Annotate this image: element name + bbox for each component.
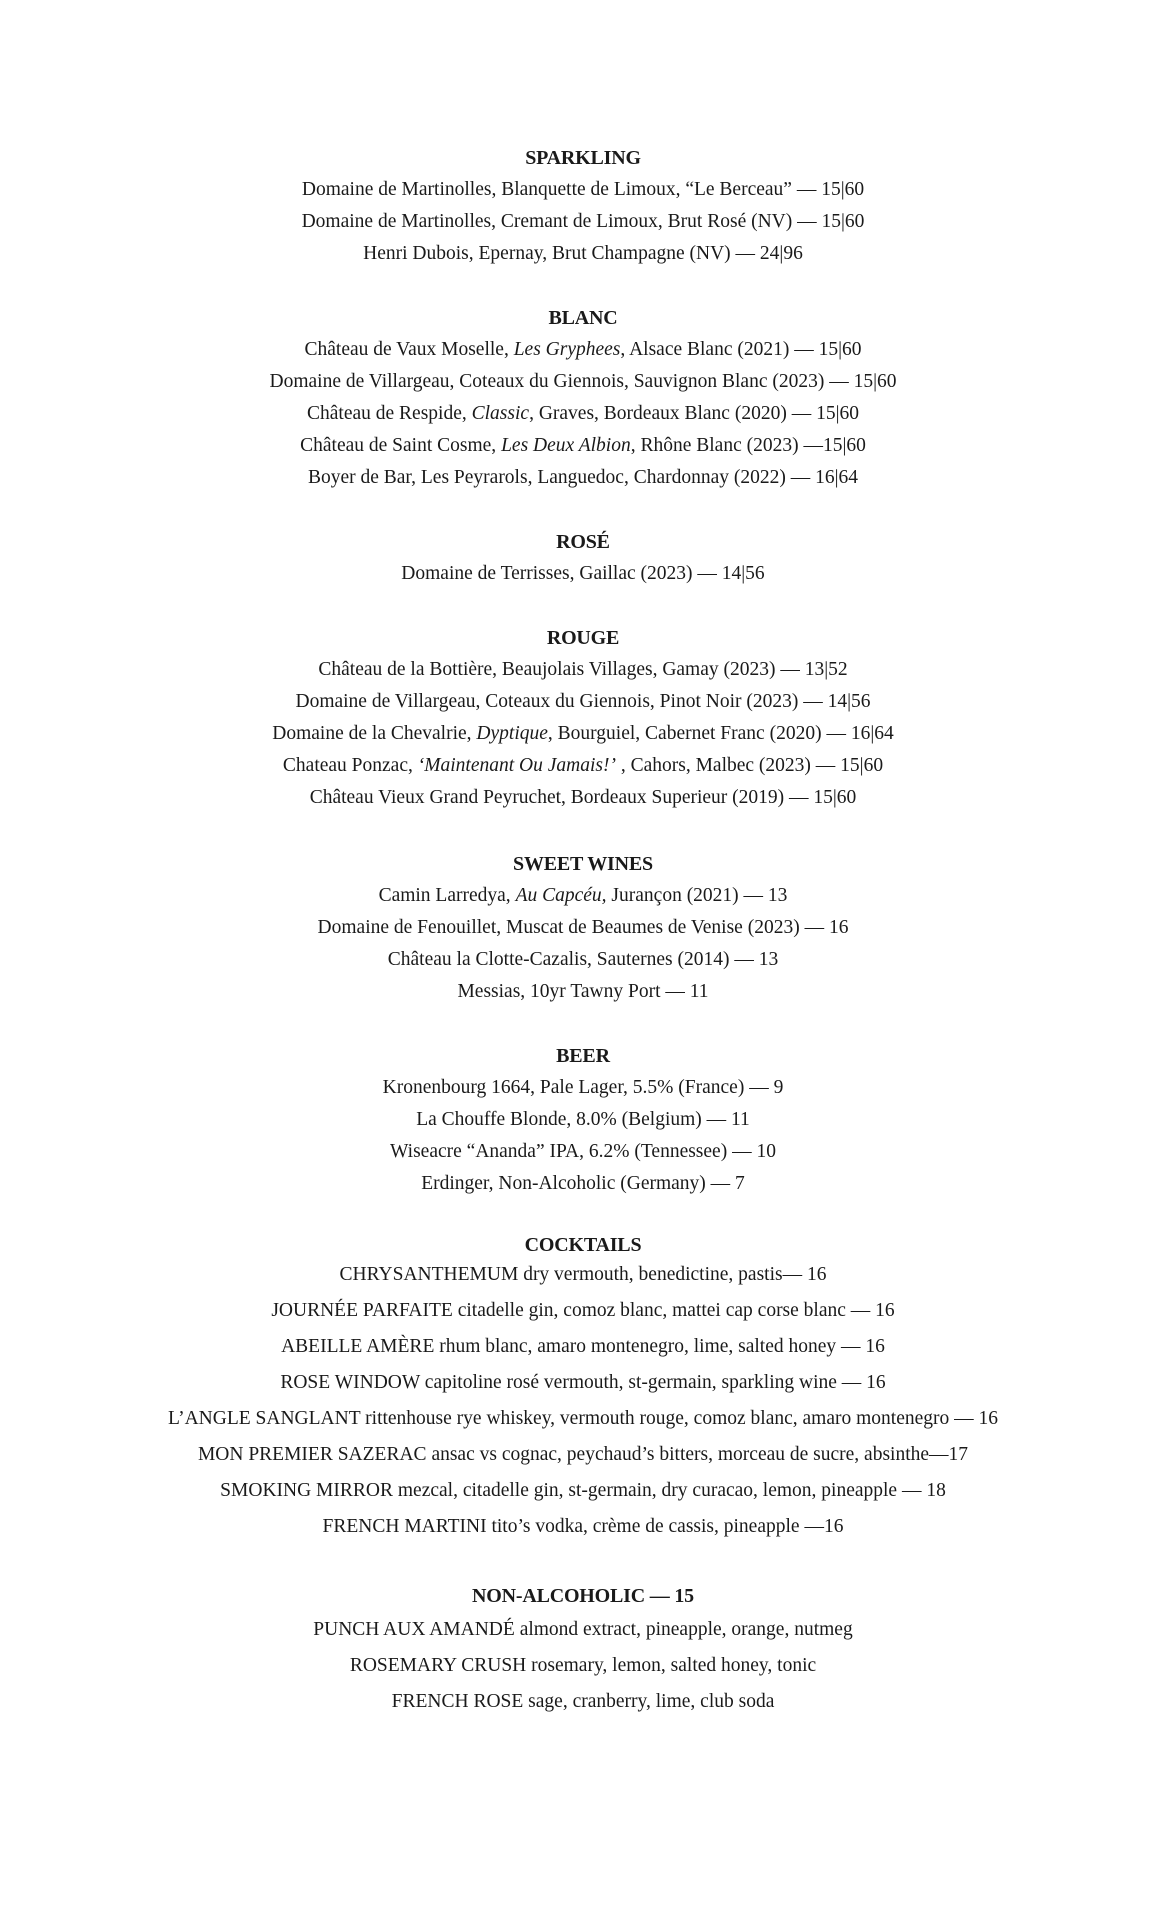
- item-text: Camin Larredya,: [378, 885, 516, 906]
- cocktail-description: tito’s vodka, crème de cassis, pineapple —16: [486, 1516, 844, 1537]
- beer-item: Erdinger, Non-Alcoholic (Germany) — 7: [421, 1173, 745, 1194]
- cuvee-name: ‘Maintenant Ou Jamais!’: [417, 755, 616, 776]
- section-title: NON-ALCOHOLIC — 15: [472, 1585, 694, 1607]
- item-text: , Rhône Blanc (2023) —15|60: [630, 435, 866, 456]
- mocktail-name: PUNCH AUX AMANDÉ: [313, 1619, 515, 1640]
- cocktail-description: citadelle gin, comoz blanc, mattei cap corse blanc — 16: [452, 1300, 895, 1321]
- item-text: Château de Respide,: [307, 403, 472, 424]
- cuvee-name: Les Deux Albion: [501, 435, 631, 456]
- cocktail-item: [0, 1329, 1166, 1365]
- cocktail-item: [0, 1437, 1166, 1473]
- section-title: ROUGE: [546, 627, 620, 649]
- section-title: BEER: [556, 1045, 610, 1067]
- cocktail-name: CHRYSANTHEMUM: [339, 1264, 519, 1285]
- cuvee-name: Au Capcéu,: [515, 885, 607, 906]
- item-text: , Cahors, Malbec (2023) — 15|60: [615, 755, 884, 776]
- item-text: Domaine de Villargeau, Coteaux du Giennois, Pinot Noir (2023) — 14|56: [295, 691, 871, 712]
- item-text: Domaine de Villargeau, Coteaux du Giennois, Sauvignon Blanc (2023) — 15|60: [269, 371, 897, 392]
- wine-item: Domaine de Terrisses, Gaillac (2023) — 14|56: [401, 563, 765, 584]
- cuvee-name: Classic: [471, 403, 530, 424]
- cuvee-name: Dyptique: [476, 723, 548, 744]
- wine-item: [0, 334, 1166, 366]
- item-text: Domaine de Fenouillet, Muscat de Beaumes de Venise (2023) — 16: [317, 917, 849, 938]
- wine-item: [0, 718, 1166, 750]
- cocktail-description: rhum blanc, amaro montenegro, lime, salted honey — 16: [434, 1336, 885, 1357]
- beer-item: Kronenbourg 1664, Pale Lager, 5.5% (France) — 9: [382, 1077, 784, 1098]
- item-text: Château la Clotte-Cazalis, Sauternes (2014) — 13: [387, 949, 779, 970]
- wine-item: Domaine de Martinolles, Blanquette de Limoux, “Le Berceau” — 15|60: [301, 179, 865, 200]
- cocktail-name: L’ANGLE SANGLANT: [167, 1408, 361, 1429]
- wine-item: [0, 880, 1166, 912]
- mocktail-name: FRENCH ROSE: [391, 1691, 524, 1712]
- item-text: Boyer de Bar, Les Peyrarols, Languedoc, Chardonnay (2022) — 16|64: [307, 467, 859, 488]
- item-text: Jurançon (2021) — 13: [606, 885, 788, 906]
- section-title: SPARKLING: [525, 147, 641, 169]
- cocktail-item: [0, 1293, 1166, 1329]
- mocktail-description: rosemary, lemon, salted honey, tonic: [526, 1655, 817, 1676]
- wine-item: [0, 430, 1166, 462]
- mocktail-name: ROSEMARY CRUSH: [349, 1655, 527, 1676]
- cocktail-description: mezcal, citadelle gin, st-germain, dry curacao, lemon, pineapple — 18: [393, 1480, 946, 1501]
- mocktail-item: [0, 1612, 1166, 1648]
- cocktail-item: [0, 1257, 1166, 1293]
- cocktail-name: JOURNÉE PARFAITE: [271, 1300, 453, 1321]
- cocktail-description: ansac vs cognac, peychaud’s bitters, morceau de sucre, absinthe—17: [426, 1444, 969, 1465]
- wine-item: [0, 654, 1166, 686]
- item-text: Château de Vaux Moselle,: [304, 339, 514, 360]
- section-beer: [0, 1040, 1166, 1200]
- item-text: Messias, 10yr Tawny Port — 11: [457, 981, 709, 1002]
- cocktail-name: ABEILLE AMÈRE: [281, 1336, 435, 1357]
- section-sparkling: [0, 142, 1166, 270]
- mocktail-item: [0, 1684, 1166, 1720]
- wine-item: Henri Dubois, Epernay, Brut Champagne (NV) — 24|96: [363, 243, 803, 264]
- wine-item: [0, 750, 1166, 782]
- item-text: , Bourguiel, Cabernet Franc (2020) — 16|64: [547, 723, 894, 744]
- item-text: , Graves, Bordeaux Blanc (2020) — 15|60: [529, 403, 859, 424]
- mocktail-description: sage, cranberry, lime, club soda: [523, 1691, 775, 1712]
- cocktail-item: [0, 1473, 1166, 1509]
- item-text: Château Vieux Grand Peyruchet, Bordeaux Superieur (2019) — 15|60: [309, 787, 857, 808]
- cocktail-item: [0, 1401, 1166, 1437]
- section-title: SWEET WINES: [513, 853, 653, 875]
- beer-item: Wiseacre “Ananda” IPA, 6.2% (Tennessee) — 10: [390, 1141, 776, 1162]
- item-text: Chateau Ponzac,: [282, 755, 418, 776]
- wine-item: [0, 944, 1166, 976]
- wine-item: [0, 366, 1166, 398]
- item-text: Château de la Bottière, Beaujolais Villages, Gamay (2023) — 13|52: [318, 659, 848, 680]
- cocktail-name: FRENCH MARTINI: [322, 1516, 487, 1537]
- mocktail-item: [0, 1648, 1166, 1684]
- item-text: Domaine de la Chevalrie,: [272, 723, 477, 744]
- cocktail-name: SMOKING MIRROR: [220, 1480, 393, 1501]
- section-title: COCKTAILS: [524, 1234, 642, 1256]
- item-text: , Alsace Blanc (2021) — 15|60: [620, 339, 862, 360]
- section-non-alcoholic: [0, 1580, 1166, 1720]
- cocktail-description: dry vermouth, benedictine, pastis— 16: [518, 1264, 827, 1285]
- wine-item: Domaine de Martinolles, Cremant de Limoux, Brut Rosé (NV) — 15|60: [301, 211, 865, 232]
- wine-item: [0, 462, 1166, 494]
- section-title: BLANC: [548, 307, 618, 329]
- cocktail-item: [0, 1365, 1166, 1401]
- item-text: Château de Saint Cosme,: [300, 435, 502, 456]
- cocktail-name: ROSE WINDOW: [280, 1372, 420, 1393]
- wine-item: [0, 912, 1166, 944]
- section-rose: [0, 526, 1166, 590]
- cocktail-name: MON PREMIER SAZERAC: [197, 1444, 427, 1465]
- beer-item: La Chouffe Blonde, 8.0% (Belgium) — 11: [416, 1109, 750, 1130]
- wine-item: [0, 976, 1166, 1008]
- cocktail-description: capitoline rosé vermouth, st-germain, sparkling wine — 16: [419, 1372, 886, 1393]
- section-title: ROSÉ: [556, 531, 610, 553]
- mocktail-description: almond extract, pineapple, orange, nutmeg: [514, 1619, 853, 1640]
- section-rouge: [0, 622, 1166, 814]
- wine-item: [0, 686, 1166, 718]
- wine-item: [0, 782, 1166, 814]
- section-cocktails: [0, 1233, 1166, 1545]
- wine-item: [0, 398, 1166, 430]
- cuvee-name: Les Gryphees: [513, 339, 621, 360]
- section-blanc: [0, 302, 1166, 494]
- cocktail-item: [0, 1509, 1166, 1545]
- cocktail-description: rittenhouse rye whiskey, vermouth rouge, comoz blanc, amaro montenegro — 16: [360, 1408, 999, 1429]
- section-sweet-wines: [0, 848, 1166, 1008]
